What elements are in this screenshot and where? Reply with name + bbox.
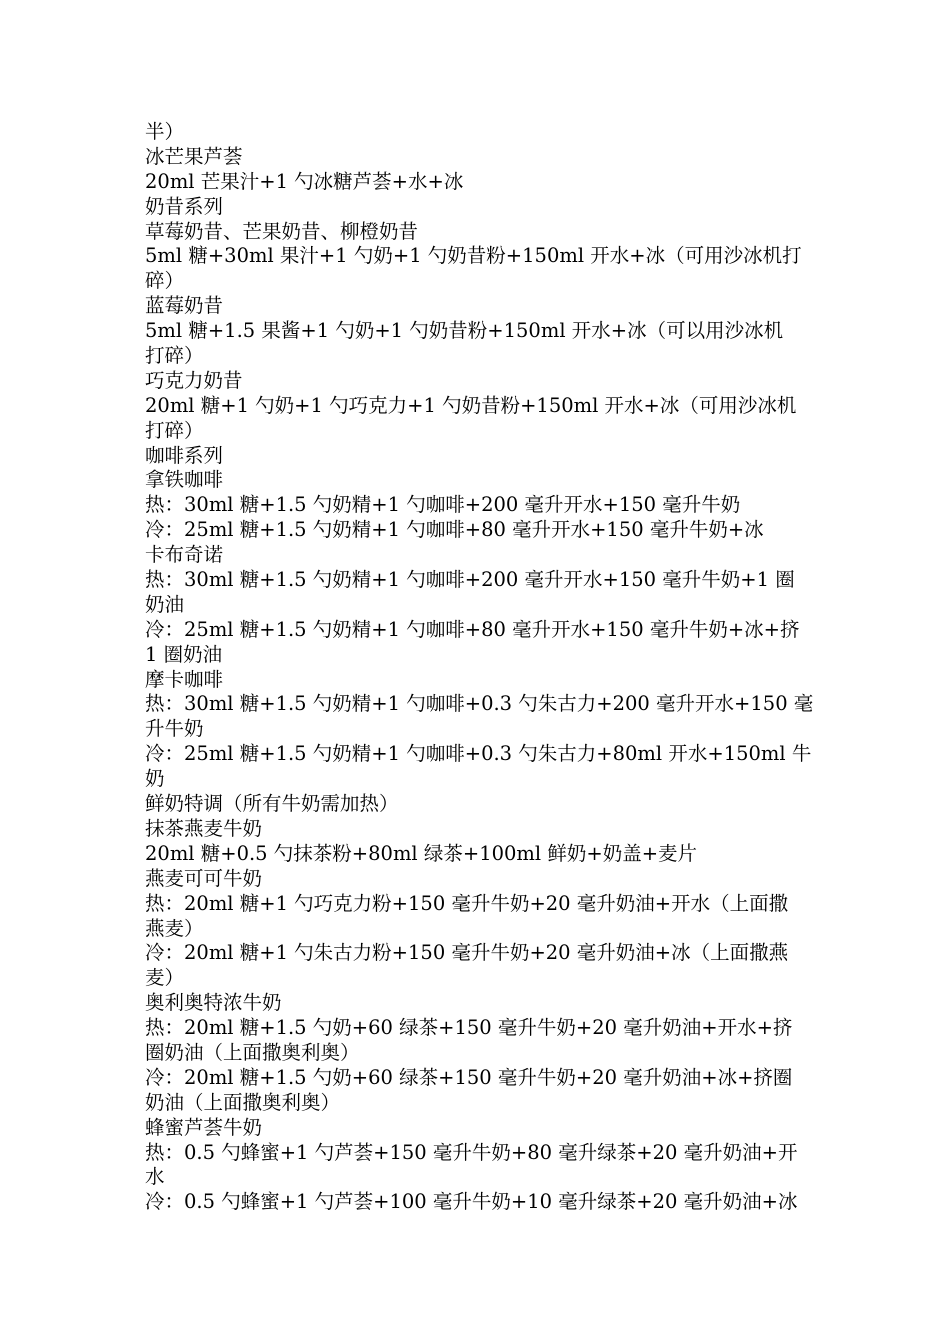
text-line: 冷：0.5 勺蜂蜜+1 勺芦荟+100 毫升牛奶+10 毫升绿茶+20 毫升奶油+冰 (145, 1190, 798, 1214)
text-line: 20ml 糖+0.5 勺抹茶粉+80ml 绿茶+100ml 鲜奶+奶盖+麦片 (145, 841, 698, 865)
text-line: 升牛奶 (145, 717, 204, 741)
recipe-title: 抹茶燕麦牛奶 (145, 816, 263, 840)
text-line: 20ml 芒果汁+1 勺冰糖芦荟+水+冰 (145, 169, 464, 193)
text-line: 热：20ml 糖+1.5 勺奶+60 绿茶+150 毫升牛奶+20 毫升奶油+开水+挤 (145, 1016, 793, 1040)
text-line: 水 (145, 1165, 165, 1189)
text-line: 20ml 糖+1 勺奶+1 勺巧克力+1 勺奶昔粉+150ml 开水+冰（可用沙冰机 (145, 393, 797, 417)
text-line: 打碎） (145, 344, 204, 368)
text-line: 冷：25ml 糖+1.5 勺奶精+1 勺咖啡+80 毫升开水+150 毫升牛奶+冰+挤 (145, 617, 800, 641)
text-line: 冷：20ml 糖+1 勺朱古力粉+150 毫升牛奶+20 毫升奶油+冰（上面撒燕 (145, 941, 789, 965)
text-line: 冷：20ml 糖+1.5 勺奶+60 绿茶+150 毫升牛奶+20 毫升奶油+冰+挤圈 (145, 1065, 793, 1089)
recipe-title: 燕麦可可牛奶 (145, 866, 263, 890)
section-heading-fresh-milk-specials: 鲜奶特调（所有牛奶需加热） (145, 792, 399, 816)
text-line: 冷：25ml 糖+1.5 勺奶精+1 勺咖啡+80 毫升开水+150 毫升牛奶+冰 (145, 518, 764, 542)
text-line: 奶 (145, 767, 165, 791)
text-line: 燕麦） (145, 916, 204, 940)
text-line: 热：30ml 糖+1.5 勺奶精+1 勺咖啡+200 毫升开水+150 毫升牛奶 (145, 493, 741, 517)
section-heading-ice-mango-aloe: 冰芒果芦荟 (145, 144, 243, 168)
text-line: 热：30ml 糖+1.5 勺奶精+1 勺咖啡+200 毫升开水+150 毫升牛奶+1 圈 (145, 568, 795, 592)
text-line: 1 圈奶油 (145, 642, 223, 666)
recipe-title: 蓝莓奶昔 (145, 294, 224, 318)
text-line: 5ml 糖+30ml 果汁+1 勺奶+1 勺奶昔粉+150ml 开水+冰（可用沙冰机打 (145, 244, 802, 268)
text-line: 奶油 (145, 592, 185, 616)
section-heading-milkshake-series: 奶昔系列 (145, 194, 224, 218)
text-line: 奶油（上面撒奥利奥） (145, 1090, 341, 1114)
recipe-title: 蜂蜜芦荟牛奶 (145, 1115, 263, 1139)
text-line: 热：20ml 糖+1 勺巧克力粉+150 毫升牛奶+20 毫升奶油+开水（上面撒 (145, 891, 789, 915)
text-line: 5ml 糖+1.5 果酱+1 勺奶+1 勺奶昔粉+150ml 开水+冰（可以用沙冰机 (145, 319, 784, 343)
document-body (145, 120, 815, 1215)
text-line: 麦） (145, 966, 185, 990)
recipe-title: 摩卡咖啡 (145, 667, 224, 691)
text-line: 热：30ml 糖+1.5 勺奶精+1 勺咖啡+0.3 勺朱古力+200 毫升开水+150 毫 (145, 692, 814, 716)
text-line: 打碎） (145, 418, 204, 442)
recipe-title: 草莓奶昔、芒果奶昔、柳橙奶昔 (145, 219, 419, 243)
text-line: 碎） (145, 269, 185, 293)
text-line: 圈奶油（上面撒奥利奥） (145, 1040, 360, 1064)
recipe-title: 奥利奥特浓牛奶 (145, 991, 282, 1015)
recipe-title: 巧克力奶昔 (145, 368, 243, 392)
section-heading-coffee-series: 咖啡系列 (145, 443, 224, 467)
text-line: 冷：25ml 糖+1.5 勺奶精+1 勺咖啡+0.3 勺朱古力+80ml 开水+150ml 牛 (145, 742, 812, 766)
text-line: 热：0.5 勺蜂蜜+1 勺芦荟+150 毫升牛奶+80 毫升绿茶+20 毫升奶油+开 (145, 1140, 798, 1164)
recipe-title: 卡布奇诺 (145, 543, 224, 567)
text-line: 半） (145, 120, 185, 143)
recipe-title: 拿铁咖啡 (145, 468, 224, 492)
